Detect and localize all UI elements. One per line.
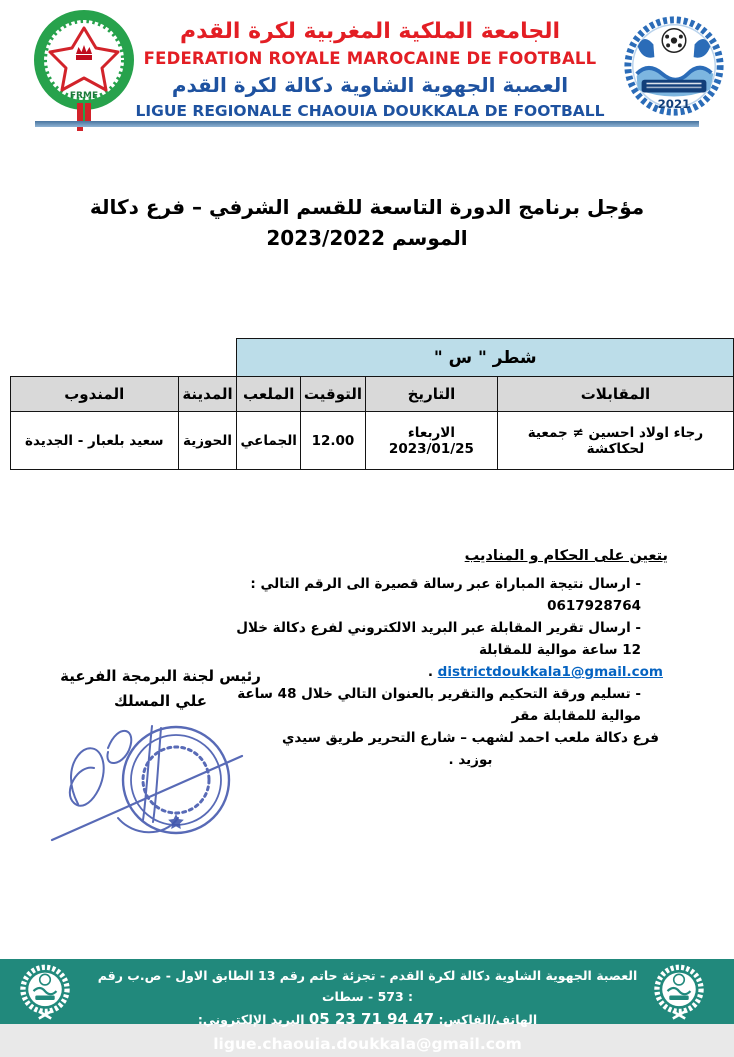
instruction-item-3: - تسليم ورقة التحكيم والتقرير بالعنوان التالي خلال 48 ساعة موالية للمقابلة مقر (237, 686, 641, 724)
col-header-matches: المقابلات (497, 377, 733, 412)
signatory-title: رئيس لجنة البرمجة الفرعية (60, 667, 261, 685)
footer-address-line: العصبة الجهوية الشاوية دكالة لكرة القدم - تجزئة حاتم رقم 13 الطابق الاول - ص.ب رقم : 573 - سطات (97, 968, 638, 1004)
table-ghost-cell (11, 339, 237, 377)
document-title-line1: مؤجل برنامج الدورة التاسعة للقسم الشرفي – فرع دكالة (89, 195, 645, 219)
document-title-line2: الموسم 2023/2022 (266, 226, 468, 250)
schedule-table (10, 338, 734, 470)
instruction-email-line (218, 661, 668, 683)
instruction-item-2: - ارسال تقرير المقابلة عبر البريد الالكتروني لفرع دكالة خلال 12 ساعة موالية للمقابلة (236, 620, 641, 658)
document-title (60, 192, 674, 254)
frmf-logo-text: FRMF (69, 91, 99, 101)
league-logo (620, 14, 728, 124)
cell-city: الحوزية (178, 412, 237, 470)
table-row (11, 412, 734, 470)
instruction-item-1: - ارسال نتيجة المباراة عبر رسالة قصيرة الى الرقم التالي : 0617928764 (250, 576, 641, 614)
instructions-heading: يتعين على الحكام و المناديب (464, 548, 668, 564)
col-header-stadium: الملعب (237, 377, 300, 412)
footer-email-label: البريد الإلكتروني: (197, 1012, 305, 1027)
cell-delegate: سعيد بلعبار - الجديدة (11, 412, 179, 470)
email-line-period: . (427, 664, 433, 680)
col-header-delegate: المندوب (11, 377, 179, 412)
footer-emblem-left-icon (14, 962, 76, 1026)
frmf-crest-icon (32, 10, 136, 132)
league-emblem-icon (620, 14, 728, 120)
cell-time: 12.00 (300, 412, 365, 470)
federation-title-arabic: الجامعة الملكية المغربية لكرة القدم (179, 19, 560, 44)
footer-phone-label: الهاتف/الفاكس: (438, 1012, 538, 1027)
cell-date-day: الاربعاء (407, 424, 455, 441)
district-email-link[interactable]: districtdoukkala1@gmail.com (437, 664, 663, 680)
header-divider (35, 121, 699, 127)
footer-text (95, 965, 640, 1057)
col-header-date: التاريخ (366, 377, 498, 412)
col-header-city: المدينة (178, 377, 237, 412)
instructions-section (218, 545, 668, 771)
header-titles (135, 16, 605, 122)
signature-and-stamp (48, 706, 248, 850)
table-group-header: شطر " س " (237, 339, 734, 377)
cell-match: رجاء اولاد احسين ≠ جمعية لحكاكشة (497, 412, 733, 470)
footer-phone-number: 05 23 71 94 47 (308, 1010, 435, 1028)
league-logo-year: 2021 (657, 97, 691, 112)
cell-stadium: الجماعي (237, 412, 300, 470)
footer-email-address: ligue.chaouia.doukkala@gmail.com (213, 1035, 522, 1053)
col-header-time: التوقيت (300, 377, 365, 412)
signature-stamp-icon (48, 706, 248, 846)
instruction-item-3-continued: فرع دكالة ملعب احمد لشهب – شارع التحرير طريق سيدي بوزيد . (281, 730, 660, 768)
frmf-logo (32, 10, 136, 136)
league-title-french: LIGUE REGIONALE CHAOUIA DOUKKALA DE FOOTBALL (135, 102, 605, 120)
footer-emblem-right-icon (648, 962, 710, 1026)
league-title-arabic: العصبة الجهوية الشاوية دكالة لكرة القدم (171, 73, 569, 97)
page-footer (0, 959, 734, 1053)
footer-contact-line (95, 1007, 640, 1057)
table-group-row (11, 339, 734, 377)
signatory-name: علي المسلك (114, 692, 207, 710)
cell-date (366, 412, 498, 470)
cell-date-value: 2023/01/25 (388, 440, 474, 457)
federation-title-french: FEDERATION ROYALE MAROCAINE DE FOOTBALL (143, 49, 597, 68)
table-header-row (11, 377, 734, 412)
